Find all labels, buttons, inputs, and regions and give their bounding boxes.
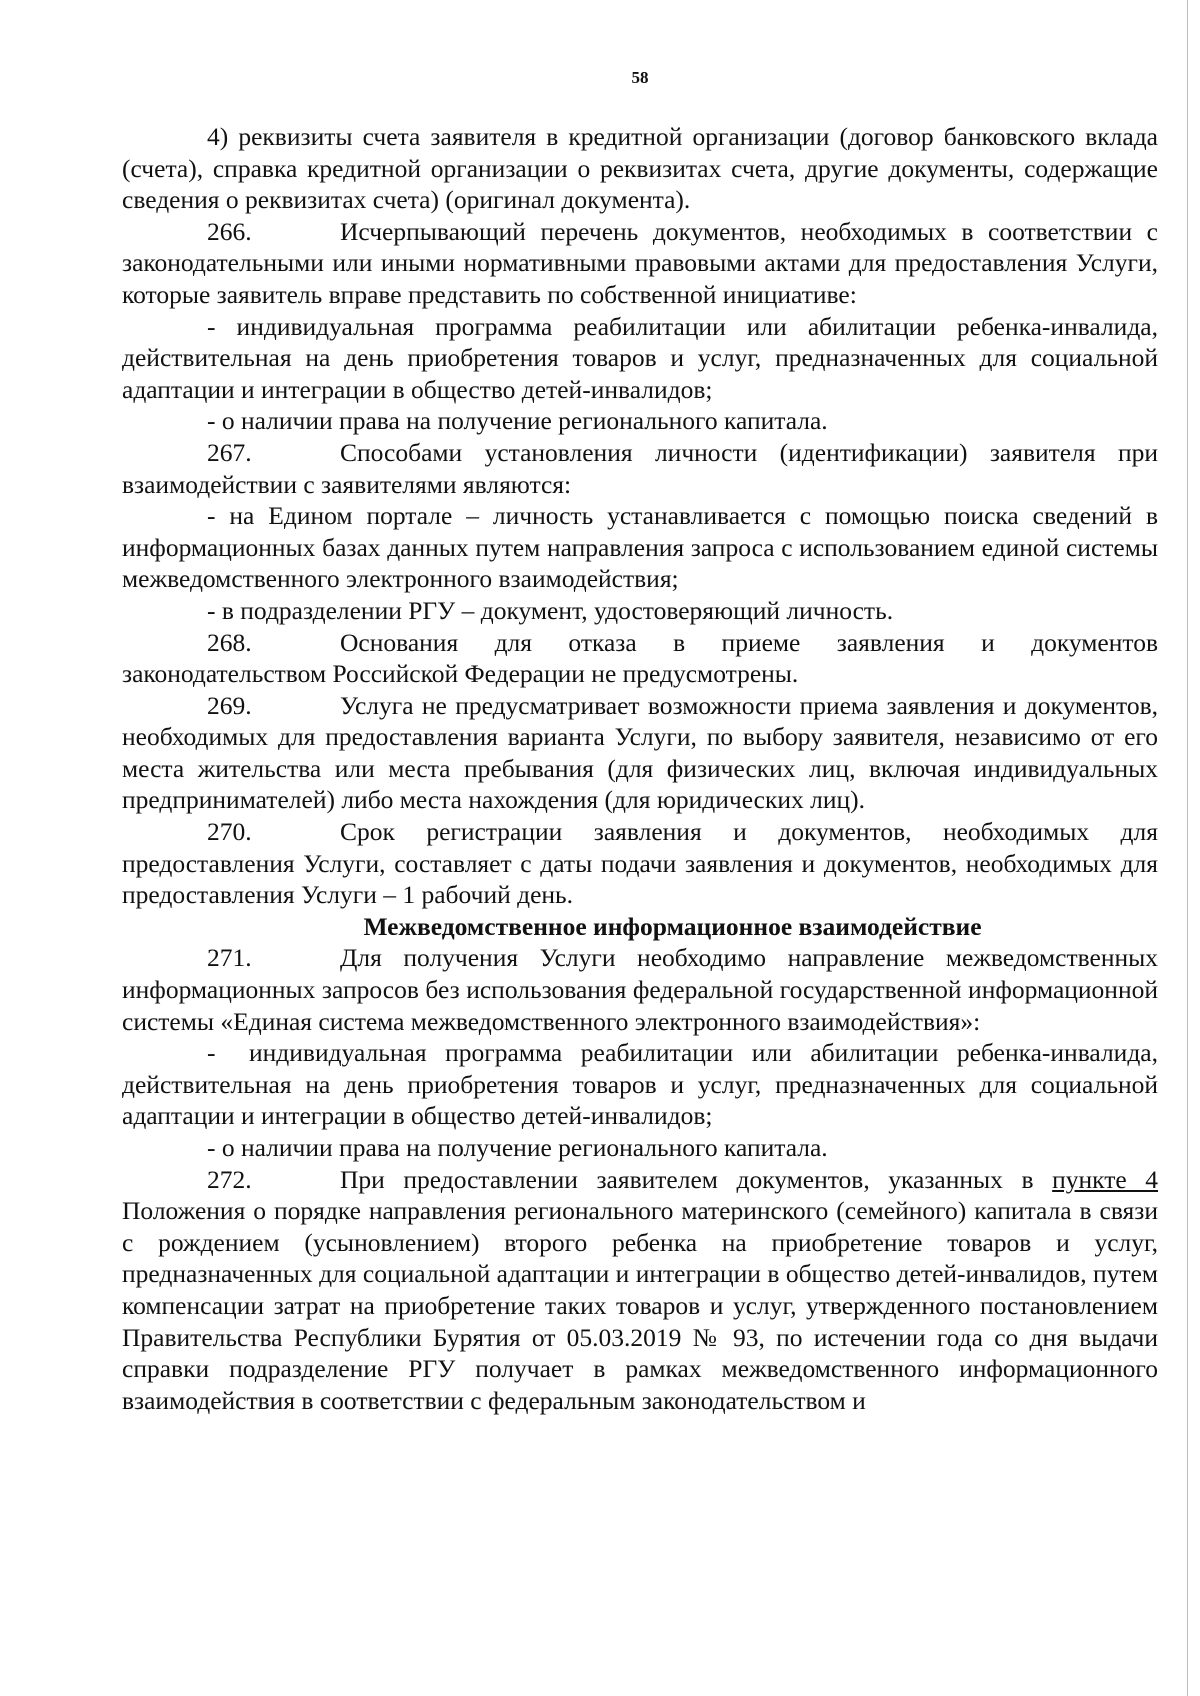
paragraph-267 xyxy=(122,437,1158,500)
list-item-text: индивидуальная программа реабилитации или абилитации ребенка-инвалида, действительная на день приобретения товаров и услуг, предназначенных для социальной адаптации и интеграции в общество детей-инвалидов; xyxy=(122,1038,1158,1131)
page-number: 58 xyxy=(631,68,649,87)
list-item: - о наличии права на получение регионального капитала. xyxy=(207,1133,828,1162)
item-number: 272. xyxy=(207,1164,252,1194)
paragraph-text: При предоставлении заявителем документов, указанных в xyxy=(340,1164,1053,1194)
document-body xyxy=(122,121,1158,1416)
paragraph-269 xyxy=(122,690,1158,816)
paragraph-text: Основания для отказа в приеме заявления и документов законодательством Российской Федерации не предусмотрены. xyxy=(122,627,1158,689)
paragraph-text: Способами установления личности (идентификации) заявителя при взаимодействии с заявителями являются: xyxy=(122,437,1158,499)
list-item: - индивидуальная программа реабилитации или абилитации ребенка-инвалида, действительная на день приобретения товаров и услуг, предназначенных для социальной адаптации и интеграции в общество детей-инвалидов; xyxy=(122,311,1158,404)
list-item: - на Едином портале – личность устанавливается с помощью поиска сведений в информационных базах данных путем направления запроса с использованием единой системы межведомственного электронного взаимодействия; xyxy=(122,501,1158,594)
list-item xyxy=(122,1037,1158,1132)
list-item: - в подразделении РГУ – документ, удостоверяющий личность. xyxy=(207,595,894,625)
paragraph-271 xyxy=(122,942,1158,1037)
section-heading: Межведомственное информационное взаимодействие xyxy=(363,911,982,941)
paragraph-268 xyxy=(122,627,1158,690)
paragraph-text: Положения о порядке направления регионального материнского (семейного) капитала в связи с рождением (усыновлением) второго ребенка на приобретение товаров и услуг, предназначенных для социальной адаптации и интеграции в общество детей-инвалидов, путем компенсации затрат на приобретение таких товаров и услуг, утвержденного постановлением Правительства Республики Бурятия от 05.03.2019 № 93, по истечении года со дня выдачи справки подразделение РГУ получает в рамках межведомственного информационного взаимодействия в соответствии с федеральным законодательством и xyxy=(122,1196,1158,1415)
item-number: 266. xyxy=(207,216,252,246)
paragraph-text: Для получения Услуги необходимо направление межведомственных информационных запросов без использования федеральной государственной информационной системы «Единая система межведомственного электронного взаимодействия»: xyxy=(122,943,1158,1036)
item-number: 267. xyxy=(207,437,252,467)
paragraph-272 xyxy=(122,1164,1158,1417)
paragraph-bank-details: 4) реквизиты счета заявителя в кредитной организации (договор банковского вклада (счета), справка кредитной организации о реквизитах счета, другие документы, содержащие сведения о реквизитах счета) (оригинал документа). xyxy=(122,122,1158,215)
item-number: 269. xyxy=(207,690,252,720)
paragraph-text: Исчерпывающий перечень документов, необходимых в соответствии с законодательными или иными нормативными правовыми актами для предоставления Услуги, которые заявитель вправе представить по собственной инициативе: xyxy=(122,216,1158,309)
item-number: 270. xyxy=(207,817,252,847)
item-number: 268. xyxy=(207,627,252,657)
clause-link[interactable]: пункте 4 xyxy=(1052,1164,1159,1194)
list-item: - о наличии права на получение регионального капитала. xyxy=(207,406,828,436)
list-dash: - xyxy=(207,1038,216,1068)
paragraph-text: Услуга не предусматривает возможности приема заявления и документов, необходимых для предоставления варианта Услуги, по выбору заявителя, независимо от его места жительства или места пребывания (для физических лиц, включая индивидуальных предпринимателей) либо места нахождения (для юридических лиц). xyxy=(122,690,1158,815)
paragraph-text: Срок регистрации заявления и документов, необходимых для предоставления Услуги, составляет с даты подачи заявления и документов, необходимых для предоставления Услуги – 1 рабочий день. xyxy=(122,817,1158,910)
paragraph-270 xyxy=(122,816,1158,911)
paragraph-266 xyxy=(122,216,1158,311)
page-edge-line xyxy=(1187,0,1188,1696)
item-number: 271. xyxy=(207,943,252,973)
